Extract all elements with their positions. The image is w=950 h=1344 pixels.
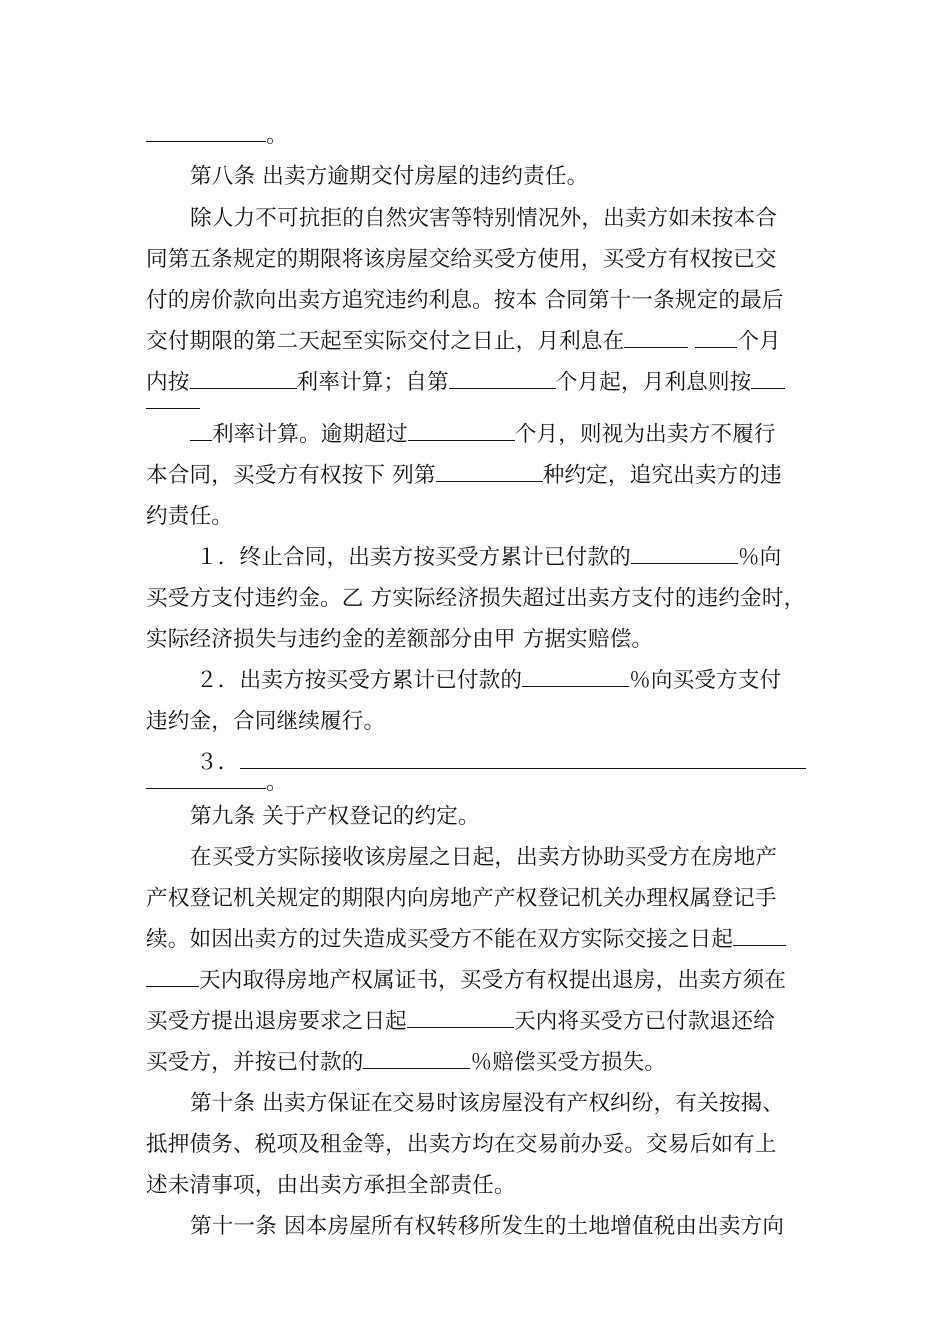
line-text: 实际经济损失与违约金的差额部分由甲 方据实赔偿。 (146, 627, 654, 652)
text-line (190, 1212, 784, 1242)
text-line (146, 625, 653, 655)
line-text: 买受方，并按已付款的 (146, 1050, 364, 1075)
text-line (190, 1089, 784, 1119)
fill-in-blank (146, 407, 200, 409)
line-text: ２．出卖方按买受方累计已付款的 (196, 668, 523, 693)
fill-in-blank (733, 944, 786, 946)
fill-in-blank (408, 439, 515, 441)
line-text: 违约金，合同继续履行。 (146, 709, 386, 734)
line-text: 。 (266, 123, 288, 148)
text-line (146, 245, 777, 275)
text-line (190, 802, 480, 832)
line-text: 产权登记机关规定的期限内向房地产产权登记机关办理权属登记手 (146, 886, 777, 911)
text-line (146, 286, 784, 316)
fill-in-blank (190, 387, 297, 389)
line-text: 内按 (146, 370, 190, 395)
line-text: 付的房价款向出卖方追究违约利息。按本 合同第十一条规定的最后 (146, 288, 784, 313)
line-text: 个月 (737, 329, 781, 354)
fill-in-blank (146, 985, 199, 987)
text-line (146, 121, 288, 151)
text-line (146, 966, 786, 996)
text-line (146, 707, 385, 737)
text-line (190, 420, 776, 450)
line-text (688, 329, 695, 354)
line-text: 除人力不可抗拒的自然灾害等特别情况外，出卖方如未按本合 (190, 206, 778, 231)
text-line (196, 666, 781, 696)
text-line (196, 543, 781, 573)
line-text: 抵押债务、税项及租金等，出卖方均在交易前办妥。交易后如有上 (146, 1132, 777, 1157)
line-text: 个月，则视为出卖方不履行 (514, 422, 776, 447)
line-text: 续。如因出卖方的过失造成买受方不能在双方实际交接之日起 (146, 927, 734, 952)
text-line (146, 502, 233, 532)
line-text: 个月起，月利息则按 (555, 370, 752, 395)
text-line (146, 884, 777, 914)
text-line (146, 327, 781, 357)
fill-in-blank (146, 787, 266, 789)
fill-in-blank (522, 685, 629, 687)
text-line (146, 1171, 516, 1201)
line-text: 在买受方实际接收该房屋之日起，出卖方协助买受方在房地产 (190, 845, 778, 870)
fill-in-blank (449, 387, 556, 389)
text-line (146, 584, 805, 614)
line-text: ％向 (737, 545, 782, 570)
fill-in-blank (190, 439, 212, 441)
text-line (190, 204, 777, 234)
line-text: 买受方支付违约金。乙 方实际经济损失超过出卖方支付的违约金时， (146, 586, 806, 611)
fill-in-blank (407, 1026, 514, 1028)
line-text: ３． (196, 750, 240, 775)
line-text: ％向买受方支付 (629, 668, 782, 693)
line-text: 本合同，买受方有权按下 列第 (146, 463, 436, 488)
line-text: ％赔偿买受方损失。 (470, 1050, 667, 1075)
text-line (146, 1048, 666, 1078)
fill-in-blank (146, 140, 266, 142)
fill-in-blank (624, 346, 688, 348)
line-text: 第十一条 因本房屋所有权转移所发生的土地增值税由出卖方向 (190, 1214, 785, 1239)
line-text: 种约定，追究出卖方的违 (542, 463, 782, 488)
line-text: 第十条 出卖方保证在交易时该房屋没有产权纠纷，有关按揭、 (190, 1091, 785, 1116)
text-line (146, 388, 200, 418)
line-text: 利率计算。逾期超过 (212, 422, 408, 447)
text-line (146, 368, 785, 398)
fill-in-blank (631, 562, 738, 564)
fill-in-blank (363, 1067, 470, 1069)
text-line (146, 925, 786, 955)
line-text: 天内将买受方已付款退还给 (513, 1009, 775, 1034)
line-text: 买受方提出退房要求之日起 (146, 1009, 407, 1034)
text-line (146, 1130, 777, 1160)
line-text: 天内取得房地产权属证书，买受方有权提出退房，出卖方须在 (199, 968, 787, 993)
text-line (146, 1007, 775, 1037)
line-text: １．终止合同，出卖方按买受方累计已付款的 (196, 545, 631, 570)
text-line (190, 843, 777, 873)
text-line (190, 162, 588, 192)
line-text: 第八条 出卖方逾期交付房屋的违约责任。 (190, 164, 589, 189)
line-text: 同第五条规定的期限将该房屋交给买受方使用，买受方有权按已交 (146, 247, 777, 272)
text-line (146, 461, 782, 491)
line-text: 述未清事项，由出卖方承担全部责任。 (146, 1173, 516, 1198)
line-text: 。 (266, 770, 288, 795)
line-text: 利率计算；自第 (296, 370, 449, 395)
fill-in-blank (695, 346, 737, 348)
fill-in-blank (751, 387, 785, 389)
line-text: 第九条 关于产权登记的约定。 (190, 804, 480, 829)
text-line (146, 768, 288, 798)
line-text: 约责任。 (146, 504, 233, 529)
fill-in-blank (436, 480, 543, 482)
fill-in-blank (240, 767, 806, 769)
line-text: 交付期限的第二天起至实际交付之日止，月利息在 (146, 329, 625, 354)
